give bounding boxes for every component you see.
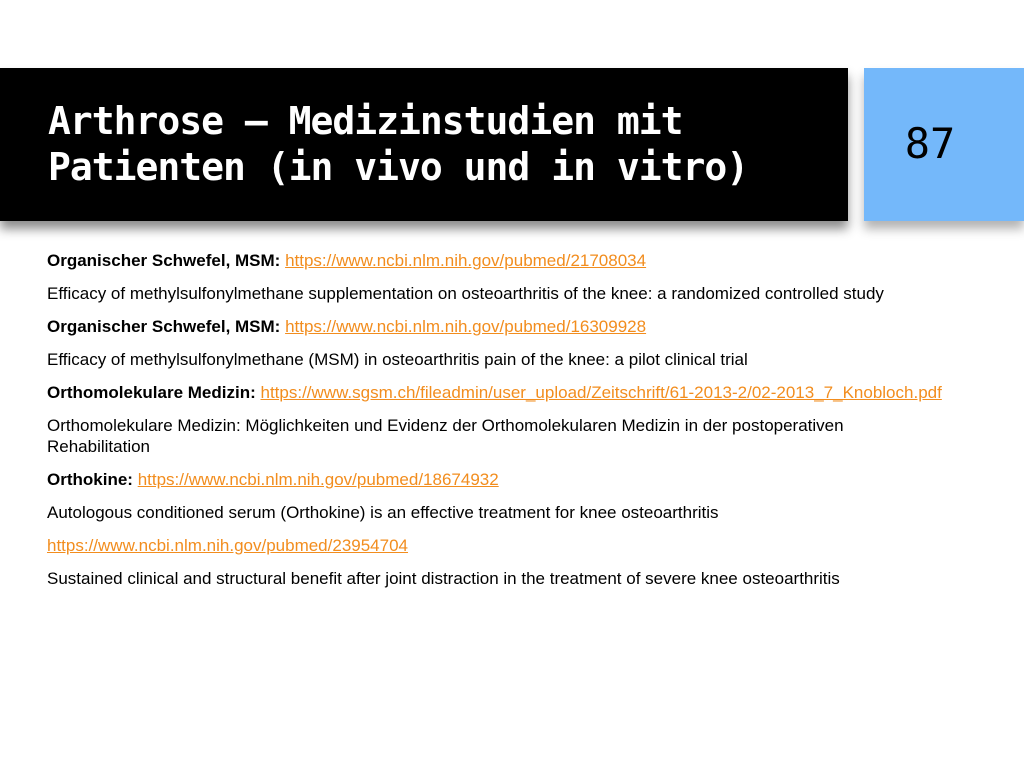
reference-label: Orthomolekulare Medizin: bbox=[47, 383, 256, 402]
slide-title-line-2: Patienten (in vivo und in vitro) bbox=[48, 145, 749, 189]
slide-number-box bbox=[864, 68, 1024, 221]
reference-link[interactable]: https://www.ncbi.nlm.nih.gov/pubmed/18674932 bbox=[137, 470, 499, 489]
reference-link[interactable]: https://www.sgsm.ch/fileadmin/user_upload/Zeitschrift/61-2013-2/02-2013_7_Knobloch.pdf bbox=[260, 383, 942, 402]
reference-title: Efficacy of methylsulfonylmethane supplementation on osteoarthritis of the knee: a randomized controlled study bbox=[47, 284, 884, 303]
reference-title: Autologous conditioned serum (Orthokine) is an effective treatment for knee osteoarthritis bbox=[47, 503, 719, 522]
reference-label: Organischer Schwefel, MSM: bbox=[47, 317, 281, 336]
slide-number: 87 bbox=[904, 119, 956, 168]
slide-title bbox=[48, 98, 828, 190]
reference-link-entry bbox=[47, 250, 947, 271]
slide-title-line-1: Arthrose – Medizinstudien mit bbox=[48, 99, 683, 143]
reference-title: Efficacy of methylsulfonylmethane (MSM) in osteoarthritis pain of the knee: a pilot clinical trial bbox=[47, 350, 748, 369]
reference-link[interactable]: https://www.ncbi.nlm.nih.gov/pubmed/16309928 bbox=[285, 317, 647, 336]
reference-title: Orthomolekulare Medizin: Möglichkeiten und Evidenz der Orthomolekularen Medizin in der postoperativen Rehabilitation bbox=[47, 416, 844, 456]
reference-title: Sustained clinical and structural benefit after joint distraction in the treatment of severe knee osteoarthritis bbox=[47, 569, 840, 588]
reference-link-entry bbox=[47, 535, 947, 556]
reference-link-entry bbox=[47, 316, 947, 337]
reference-link[interactable]: https://www.ncbi.nlm.nih.gov/pubmed/21708034 bbox=[285, 251, 647, 270]
reference-label: Orthokine: bbox=[47, 470, 133, 489]
references-list bbox=[47, 250, 947, 601]
reference-link[interactable]: https://www.ncbi.nlm.nih.gov/pubmed/23954704 bbox=[47, 536, 409, 555]
reference-label: Organischer Schwefel, MSM: bbox=[47, 251, 281, 270]
reference-link-entry bbox=[47, 469, 947, 490]
reference-link-entry bbox=[47, 382, 947, 403]
